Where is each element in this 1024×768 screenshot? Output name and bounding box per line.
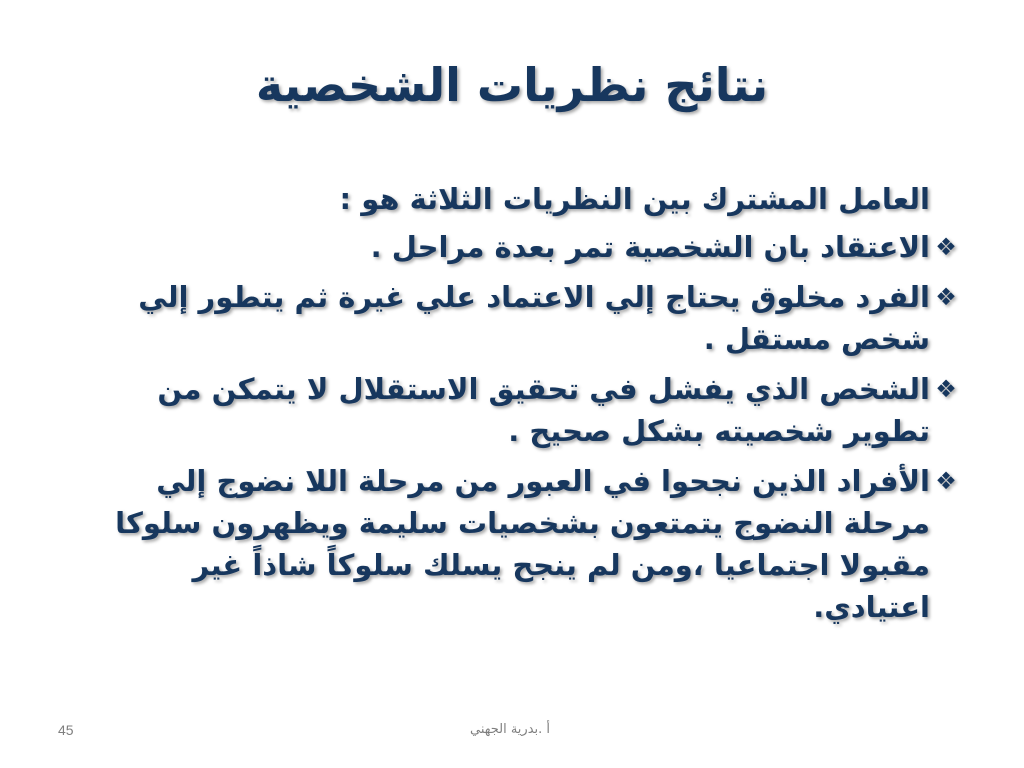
diamond-bullet-icon: ❖ (935, 233, 957, 261)
list-item (80, 460, 960, 628)
bullet-text: الفرد مخلوق يحتاج إلي الاعتماد علي غيرة ثم يتطور إلي شخص مستقل . (138, 280, 930, 356)
slide-title: نتائج نظريات الشخصية (255, 58, 769, 112)
footer-author: أ .بدرية الجهني (469, 722, 551, 737)
intro-text: العامل المشترك بين النظريات الثلاثة هو : (339, 182, 930, 216)
diamond-bullet-icon: ❖ (935, 283, 957, 311)
bullet-text: الاعتقاد بان الشخصية تمر بعدة مراحل . (370, 230, 930, 264)
bullet-text: الشخص الذي يفشل في تحقيق الاستقلال لا يتمكن من تطوير شخصيته بشكل صحيح . (157, 372, 930, 448)
list-item (80, 226, 960, 268)
bullet-text: الأفراد الذين نجحوا في العبور من مرحلة اللا نضوج إلي مرحلة النضوج يتمتعون بشخصيات سليمة ويظهرون سلوكا مقبولا اجتماعيا ،ومن لم ينجح يسلك سلوكاً شاذاً غير اعتيادي. (115, 464, 930, 624)
page-number: 45 (58, 722, 74, 738)
diamond-bullet-icon: ❖ (935, 375, 957, 403)
diamond-bullet-icon: ❖ (935, 467, 957, 495)
list-item (80, 368, 960, 452)
list-item (80, 276, 960, 360)
bullet-list (80, 226, 960, 628)
slide-body (80, 178, 960, 636)
